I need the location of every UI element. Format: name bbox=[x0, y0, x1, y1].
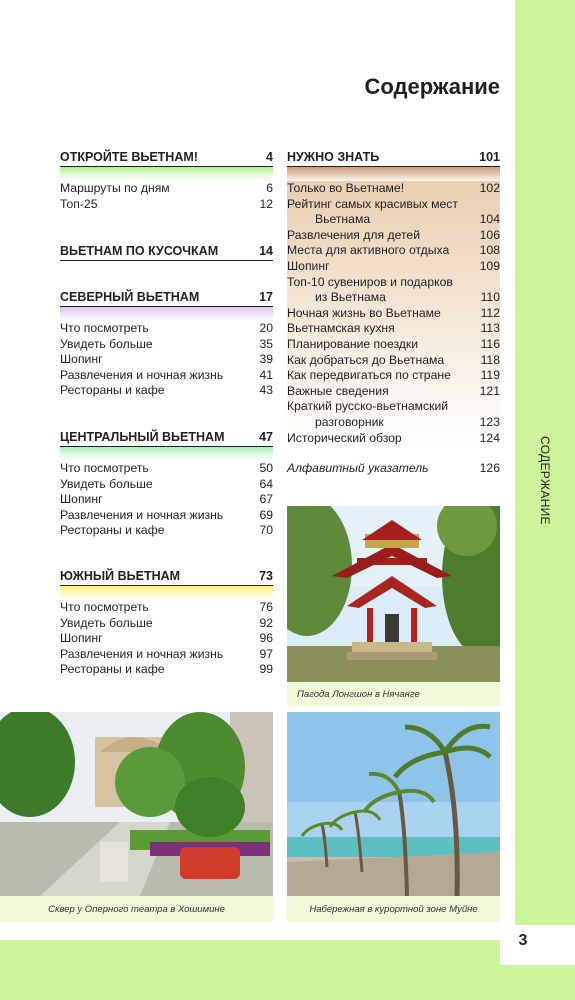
page-number: 3 bbox=[518, 932, 528, 949]
page-title: Содержание bbox=[364, 74, 500, 99]
section-page: 101 bbox=[479, 150, 500, 164]
square-caption: Сквер у Оперного театра в Хошимине bbox=[0, 896, 273, 922]
section-color-band bbox=[287, 167, 500, 181]
toc-entry[interactable]: Только во Вьетнаме! 102 bbox=[287, 181, 500, 195]
toc-entry[interactable]: Краткий русско-вьетнамский bbox=[287, 399, 449, 414]
toc-entry[interactable]: Планирование поездки 116 bbox=[287, 336, 500, 351]
section-page: 73 bbox=[259, 569, 273, 583]
section-color-band bbox=[60, 307, 273, 321]
toc-entry[interactable]: Шопинг 96 bbox=[60, 631, 273, 646]
toc-entry[interactable]: Вьетнама 104 bbox=[315, 212, 500, 227]
toc-section-north bbox=[60, 290, 273, 399]
toc-entry[interactable]: Развлечения и ночная жизнь 69 bbox=[60, 507, 273, 522]
toc-entry[interactable]: Вьетнамская кухня 113 bbox=[287, 321, 500, 336]
section-page: 4 bbox=[266, 150, 273, 164]
toc-section-need-to-know bbox=[287, 150, 500, 477]
toc-entry[interactable]: Важные сведения 121 bbox=[287, 383, 500, 398]
toc-entry[interactable]: Исторический обзор 124 bbox=[287, 430, 500, 445]
toc-entry[interactable]: Шопинг 39 bbox=[60, 352, 273, 367]
bottom-color-band bbox=[0, 940, 575, 1000]
toc-entry[interactable]: Шопинг 109 bbox=[287, 258, 500, 273]
section-color-band bbox=[60, 586, 273, 600]
toc-entry[interactable]: Увидеть больше 92 bbox=[60, 615, 273, 630]
section-color-band bbox=[60, 167, 273, 181]
section-page: 17 bbox=[259, 290, 273, 304]
beach-caption: Набережная в курортной зоне Муйне bbox=[287, 896, 500, 922]
toc-entry[interactable]: Ночная жизнь во Вьетнаме 112 bbox=[287, 305, 500, 320]
pagoda-caption: Пагода Лонгшон в Нячанге bbox=[287, 682, 500, 706]
toc-entry[interactable]: Развлечения и ночная жизнь 41 bbox=[60, 367, 273, 382]
section-heading[interactable] bbox=[60, 244, 273, 261]
section-page: 47 bbox=[259, 430, 273, 444]
toc-entry[interactable]: Увидеть больше 35 bbox=[60, 336, 273, 351]
section-heading[interactable] bbox=[60, 569, 273, 586]
section-title: ОТКРОЙТЕ ВЬЕТНАМ! bbox=[60, 150, 198, 164]
toc-section-pieces bbox=[60, 244, 273, 261]
toc-entry[interactable]: Рестораны и кафе 70 bbox=[60, 523, 273, 538]
side-label: СОДЕРЖАНИЕ bbox=[538, 435, 552, 525]
toc-entry[interactable]: Как добраться до Вьетнама 118 bbox=[287, 352, 500, 367]
toc-entry[interactable]: Развлечения и ночная жизнь 97 bbox=[60, 646, 273, 661]
toc-entry[interactable]: Что посмотреть 76 bbox=[60, 600, 273, 614]
toc-entry[interactable]: Рейтинг самых красивых мест bbox=[287, 196, 458, 211]
toc-entry-index[interactable]: Алфавитный указатель 126 bbox=[287, 461, 500, 476]
pagoda-photo bbox=[287, 506, 500, 682]
toc-entry[interactable]: Увидеть больше 64 bbox=[60, 476, 273, 491]
section-title: ВЬЕТНАМ ПО КУСОЧКАМ bbox=[60, 244, 219, 258]
toc-entry[interactable]: разговорник 123 bbox=[315, 414, 500, 429]
beach-photo bbox=[287, 712, 500, 896]
toc-entry[interactable]: Что посмотреть 20 bbox=[60, 321, 273, 335]
toc-entry[interactable]: Рестораны и кафе 99 bbox=[60, 662, 273, 677]
section-heading[interactable] bbox=[60, 290, 273, 307]
section-title: СЕВЕРНЫЙ ВЬЕТНАМ bbox=[60, 290, 200, 304]
toc-entry[interactable]: из Вьетнама 110 bbox=[315, 290, 500, 305]
toc-entry[interactable]: Рестораны и кафе 43 bbox=[60, 383, 273, 398]
toc-entry[interactable]: Топ-25 12 bbox=[60, 196, 273, 211]
section-page: 14 bbox=[259, 244, 273, 258]
toc-section-south bbox=[60, 569, 273, 678]
toc-entry[interactable]: Маршруты по дням 6 bbox=[60, 181, 273, 195]
section-heading[interactable] bbox=[287, 150, 500, 167]
toc-entry[interactable]: Топ-10 сувениров и подарков bbox=[287, 274, 453, 289]
square-photo bbox=[0, 712, 273, 896]
toc-section-discover bbox=[60, 150, 273, 212]
toc-section-central bbox=[60, 430, 273, 539]
toc-entry[interactable]: Что посмотреть 50 bbox=[60, 461, 273, 475]
section-heading[interactable] bbox=[60, 430, 273, 447]
toc-entry[interactable]: Развлечения для детей 106 bbox=[287, 227, 500, 242]
section-color-band bbox=[60, 447, 273, 461]
toc-entry[interactable]: Шопинг 67 bbox=[60, 492, 273, 507]
toc-entry[interactable]: Как передвигаться по стране 119 bbox=[287, 368, 500, 383]
section-heading[interactable] bbox=[60, 150, 273, 167]
toc-entry[interactable]: Места для активного отдыха 108 bbox=[287, 243, 500, 258]
section-title: НУЖНО ЗНАТЬ bbox=[287, 150, 380, 164]
section-title: ЮЖНЫЙ ВЬЕТНАМ bbox=[60, 569, 181, 583]
section-title: ЦЕНТРАЛЬНЫЙ ВЬЕТНАМ bbox=[60, 430, 225, 444]
